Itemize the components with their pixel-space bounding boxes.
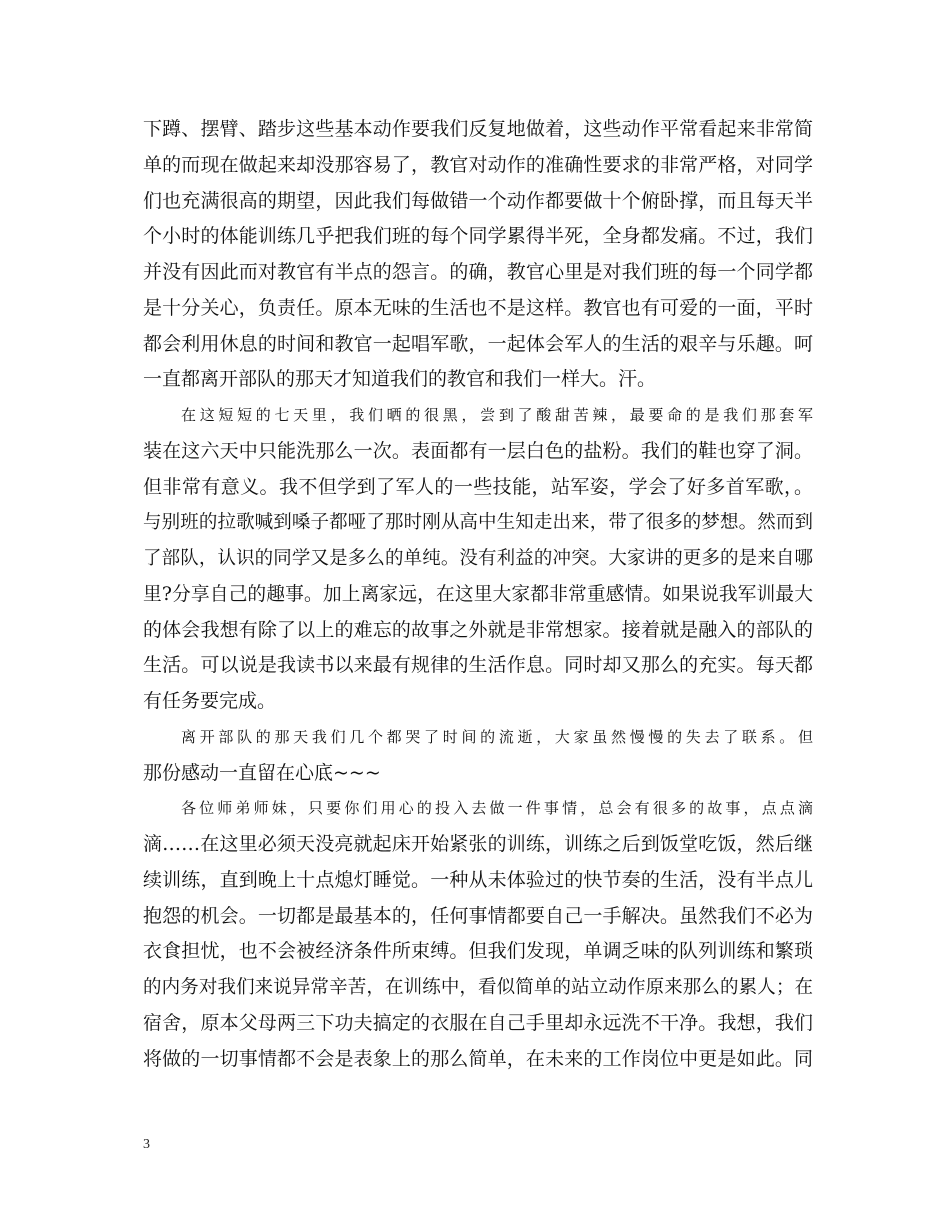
- text-line: 的内务对我们来说异常辛苦，在训练中，看似简单的站立动作原来那么的累人；在: [143, 977, 813, 998]
- text-line: 有任务要完成。: [143, 690, 277, 712]
- text-line: 宿舍，原本父母两三下功夫搞定的衣服在自己手里却永远洗不干净。我想，我们: [143, 1011, 813, 1034]
- text-line: 衣食担忧，也不会被经济条件所束缚。但我们发现，单调乏味的队列训练和繁琐: [143, 940, 813, 963]
- text-line: 了部队，认识的同学又是多么的单纯。没有利益的冲突。大家讲的更多的是来自哪: [143, 548, 813, 569]
- text-line: 那份感动一直留在心底~~~: [143, 761, 381, 784]
- text-line: 并没有因此而对教官有半点的怨言。的确，教官心里是对我们班的每一个同学都: [143, 261, 813, 283]
- text-line: 与别班的拉歌喊到嗓子都哑了那时刚从高中生知走出来，带了很多的梦想。然而到: [143, 512, 813, 534]
- text-line: 单的而现在做起来却没那容易了，教官对动作的准确性要求的非常严格，对同学: [143, 153, 813, 176]
- body-text: [143, 112, 813, 1077]
- text-line: 是十分关心，负责任。原本无味的生活也不是这样。教官也有可爱的一面，平时: [143, 296, 813, 319]
- page-number: 3: [143, 1137, 150, 1152]
- text-line: 的体会我想有除了以上的难忘的故事之外就是非常想家。接着就是融入的部队的: [143, 618, 813, 641]
- text-line: 装在这六天中只能洗那么一次。表面都有一层白色的盐粉。我们的鞋也穿了洞。: [143, 439, 813, 462]
- text-line: 滴……在这里必须天没亮就起床开始紧张的训练，训练之后到饭堂吃饭，然后继: [143, 833, 813, 855]
- text-line: 抱怨的机会。一切都是最基本的，任何事情都要自己一手解决。虽然我们不必为: [143, 904, 813, 927]
- text-line: 都会利用休息的时间和教官一起唱军歌，一起体会军人的生活的艰辛与乐趣。呵: [143, 332, 813, 355]
- text-line: 生活。可以说是我读书以来最有规律的生活作息。同时却又那么的充实。每天都: [143, 654, 813, 677]
- text-line: 离开部队的那天我们几个都哭了时间的流逝，大家虽然慢慢的失去了联系。但: [181, 727, 813, 746]
- text-line: 在这短短的七天里，我们晒的很黑，尝到了酸甜苦辣，最要命的是我们那套军: [181, 406, 813, 424]
- text-line: 个小时的体能训练几乎把我们班的每个同学累得半死，全身都发痛。不过，我们: [143, 225, 813, 248]
- text-line: 各位师弟师妹，只要你们用心的投入去做一件事情，总会有很多的故事，点点滴: [181, 799, 813, 818]
- text-line: 一直都离开部队的那天才知道我们的教官和我们一样大。汗。: [143, 368, 657, 391]
- text-line: 里?分享自己的趣事。加上离家远，在这里大家都非常重感情。如果说我军训最大: [143, 583, 813, 605]
- text-line: 将做的一切事情都不会是表象上的那么简单，在未来的工作岗位中更是如此。同: [143, 1047, 813, 1070]
- text-line: 但非常有意义。我不但学到了军人的一些技能，站军姿，学会了好多首军歌，。: [143, 475, 813, 498]
- text-line: 续训练，直到晚上十点熄灯睡觉。一种从未体验过的快节奏的生活，没有半点儿: [143, 868, 813, 891]
- text-line: 们也充满很高的期望，因此我们每做错一个动作都要做十个俯卧撑，而且每天半: [143, 189, 813, 212]
- text-line: 下蹲、摆臂、踏步这些基本动作要我们反复地做着，这些动作平常看起来非常简: [143, 118, 813, 140]
